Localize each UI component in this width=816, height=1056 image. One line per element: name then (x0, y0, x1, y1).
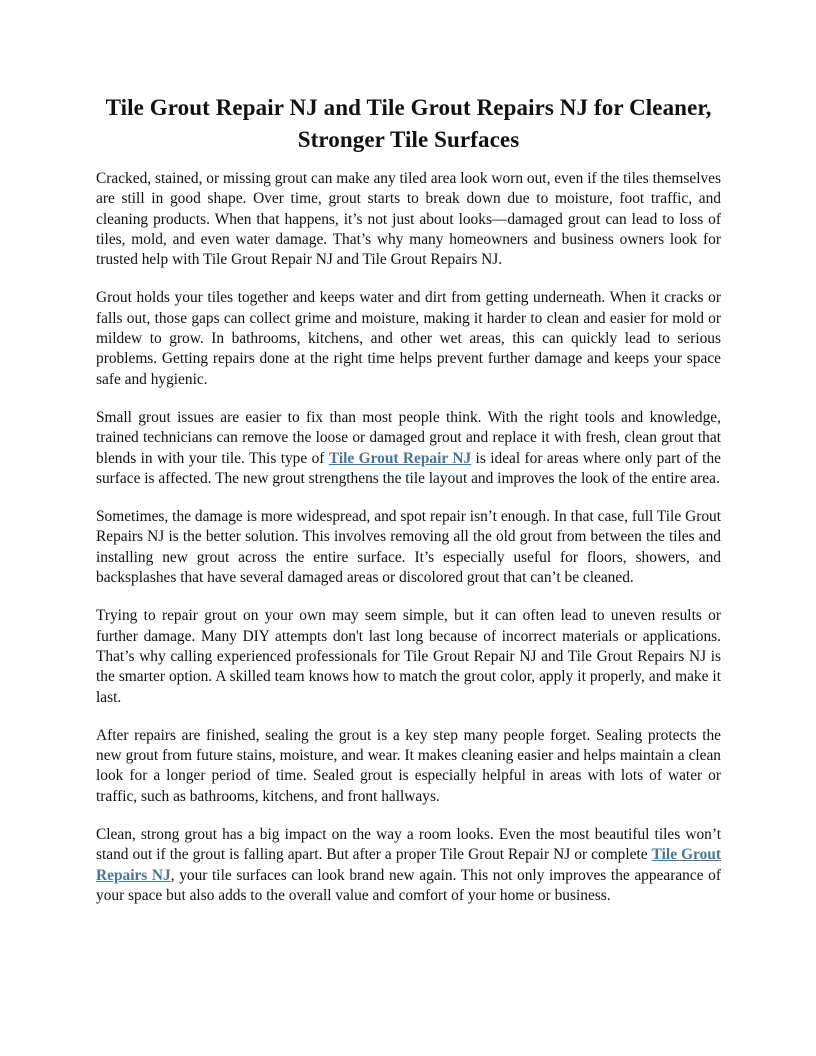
paragraph-text: Small grout issues are easier to fix than most people think. With the right tools and knowledge, trained technicians can remove the loose or damaged grout and replace it with fresh, clean grout that blends in with your tile. This type of (96, 408, 721, 467)
document-title: Tile Grout Repair NJ and Tile Grout Repairs NJ for Cleaner, Stronger Tile Surfaces (105, 95, 712, 152)
paragraph-sealing: After repairs are finished, sealing the grout is a key step many people forget. Sealing protects the new grout from future stains, moisture, and wear. It makes cleaning easier and helps maintain a clean look for a longer period of time. Sealed grout is especially helpful in areas with lots of water or traffic, such as bathrooms, kitchens, and front hallways. (96, 726, 721, 805)
paragraph-text: , your tile surfaces can look brand new again. This not only improves the appearance of your space but also adds to the overall value and comfort of your home or business. (96, 866, 721, 904)
paragraph-intro: Cracked, stained, or missing grout can make any tiled area look worn out, even if the tiles themselves are still in good shape. Over time, grout starts to break down due to moisture, foot traffic, and cleaning products. When that happens, it’s not just about looks—damaged grout can lead to loss of tiles, mold, and even water damage. That’s why many homeowners and business owners look for trusted help with Tile Grout Repair NJ and Tile Grout Repairs NJ. (96, 170, 721, 269)
document-page (96, 92, 721, 924)
paragraph-conclusion (96, 825, 721, 906)
paragraph-text: Clean, strong grout has a big impact on the way a room looks. Even the most beautiful tiles won’t stand out if the grout is falling apart. But after a proper Tile Grout Repair NJ or complete (96, 826, 721, 864)
paragraph-spot-repair (96, 408, 721, 489)
tile-grout-repair-nj-link[interactable]: Tile Grout Repair NJ (328, 449, 472, 467)
paragraph-full-repairs: Sometimes, the damage is more widespread, and spot repair isn’t enough. In that case, full Tile Grout Repairs NJ is the better solution. This involves removing all the old grout from between the tiles and installing new grout across the entire surface. It’s especially useful for floors, showers, and backsplashes that have several damaged areas or discolored grout that can’t be cleaned. (96, 508, 721, 587)
paragraph-text: is ideal for areas where only part of the surface is affected. The new grout strengthens the tile layout and improves the look of the entire area. (96, 449, 721, 487)
paragraph-why-grout-matters: Grout holds your tiles together and keeps water and dirt from getting underneath. When it cracks or falls out, those gaps can collect grime and moisture, making it harder to clean and easier for mold or mildew to grow. In bathrooms, kitchens, and other wet areas, this can quickly lead to serious problems. Getting repairs done at the right time helps prevent further damage and keeps your space safe and hygienic. (96, 289, 721, 388)
paragraph-diy-warning: Trying to repair grout on your own may seem simple, but it can often lead to uneven results or further damage. Many DIY attempts don't last long because of incorrect materials or applications. That’s why calling experienced professionals for Tile Grout Repair NJ and Tile Grout Repairs NJ is the smarter option. A skilled team knows how to match the grout color, apply it properly, and make it last. (96, 607, 721, 706)
tile-grout-repairs-nj-link[interactable]: Tile Grout Repairs NJ (96, 846, 721, 884)
